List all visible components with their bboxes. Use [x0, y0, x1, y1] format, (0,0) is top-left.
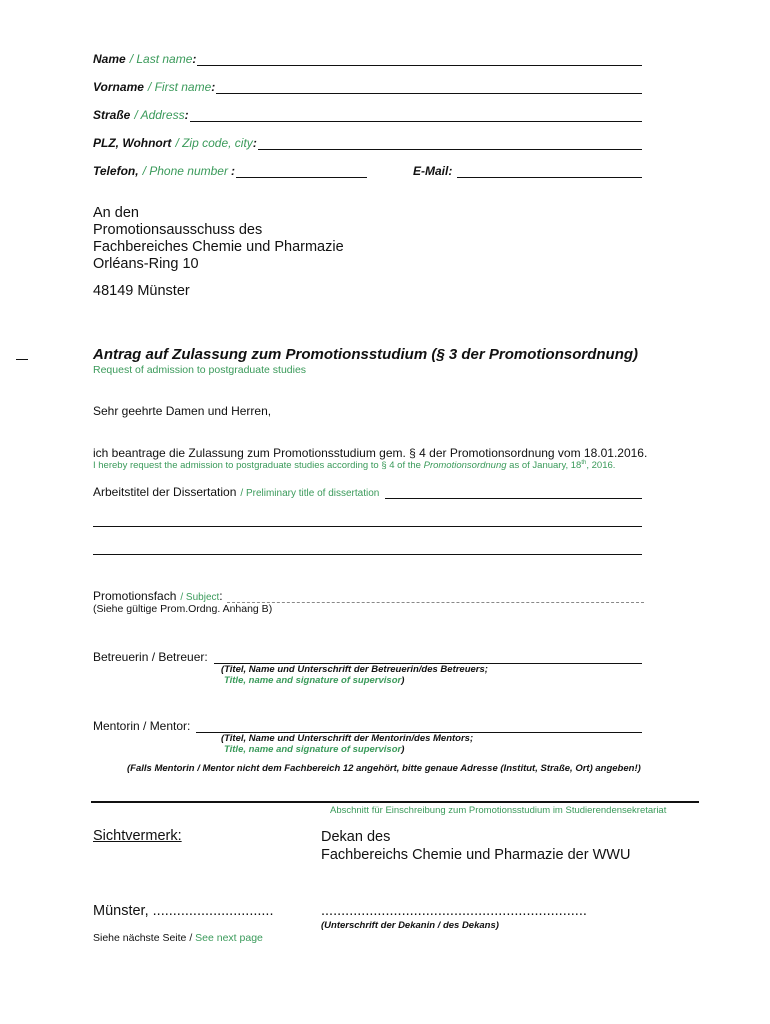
dissertation-line-3[interactable]: [93, 554, 642, 555]
next-page-de: Siehe nächste Seite /: [93, 932, 193, 944]
last-name-line[interactable]: [197, 52, 642, 66]
address-line-2: Promotionsausschuss des: [93, 222, 263, 238]
phone-line[interactable]: [236, 164, 367, 178]
greeting: Sehr geehrte Damen und Herren,: [93, 404, 272, 418]
form-title: Antrag auf Zulassung zum Promotionsstudium (§ 3 der Promotionsordnung): [93, 346, 639, 363]
form-title-en: Request of admission to postgraduate studies: [93, 364, 307, 376]
address-field[interactable]: Straße / Address :: [93, 108, 642, 122]
address-line-1: An den: [93, 205, 139, 221]
mentor-hint: (Titel, Name und Unterschrift der Mentorin/des Mentors;: [221, 733, 474, 744]
supervisor-hint: (Titel, Name und Unterschrift der Betreuerin/des Betreuers;: [221, 664, 488, 675]
dissertation-line-1[interactable]: [385, 486, 642, 499]
supervisor-hint-en-text: Title, name and signature of supervisor: [224, 675, 402, 686]
request-text-en: [93, 460, 615, 471]
supervisor-label: Betreuerin / Betreuer:: [93, 650, 208, 664]
section-caption: Abschnitt für Einschreibung zum Promotionsstudium im Studierendensekretariat: [330, 805, 667, 816]
first-name-line[interactable]: [216, 80, 642, 94]
request-en-part-b: Promotionsordnung: [423, 460, 507, 472]
fold-mark: [16, 359, 28, 360]
zip-city-label: PLZ, Wohnort: [93, 136, 172, 150]
dean-signature-line[interactable]: ..................................................................: [321, 903, 587, 919]
dean-block: [321, 828, 630, 864]
request-text: ich beantrage die Zulassung zum Promotionsstudium gem. § 4 der Promotionsordnung vom 18.01.2016.: [93, 446, 648, 460]
dissertation-label: Arbeitstitel der Dissertation: [93, 485, 237, 499]
subject-label: Promotionsfach: [93, 589, 177, 603]
zip-city-label-en: / Zip code, city: [175, 136, 253, 150]
last-name-label-en: / Last name: [129, 52, 193, 66]
place-date-field[interactable]: Münster, ..............................: [93, 903, 274, 919]
subject-note: (Siehe gültige Prom.Ordng. Anhang B): [93, 603, 273, 615]
dissertation-line-2[interactable]: [93, 526, 642, 527]
subject-colon: :: [219, 589, 223, 603]
mentor-hint-close: ): [401, 744, 405, 755]
next-page-note: [93, 932, 263, 944]
mentor-hint-en-text: Title, name and signature of supervisor: [224, 744, 402, 755]
subject-label-en: / Subject: [180, 592, 220, 603]
phone-label: Telefon,: [93, 164, 139, 178]
request-en-sup: th: [581, 460, 587, 466]
dissertation-field[interactable]: [93, 485, 642, 499]
address-line[interactable]: [190, 108, 642, 122]
dissertation-label-en: / Preliminary title of dissertation: [240, 488, 380, 499]
last-name-field[interactable]: Name / Last name :: [93, 52, 642, 66]
address-line-5: 48149 Münster: [93, 283, 190, 299]
dean-line-2: Fachbereichs Chemie und Pharmazie der WWU: [321, 847, 631, 863]
address-line-4: Orléans-Ring 10: [93, 256, 199, 272]
supervisor-signature-line[interactable]: [214, 651, 642, 664]
first-name-label: Vorname: [93, 80, 144, 94]
dean-line-1: Dekan des: [321, 829, 391, 845]
email-label: E-Mail:: [413, 164, 453, 178]
supervisor-hint-close: ): [401, 675, 405, 686]
email-field[interactable]: [413, 164, 642, 178]
subject-field[interactable]: [93, 589, 644, 603]
sichtvermerk-label: Sichtvermerk:: [93, 828, 182, 844]
section-divider: [91, 801, 699, 803]
address-label-en: / Address: [134, 108, 185, 122]
supervisor-hint-en: [224, 675, 404, 686]
address-line-3: Fachbereiches Chemie und Pharmazie: [93, 239, 344, 255]
subject-line[interactable]: [227, 591, 644, 603]
request-en-part-a: I hereby request the admission to postgraduate studies according to § 4 of the: [93, 460, 421, 472]
mentor-signature-line[interactable]: [196, 720, 642, 733]
mentor-field[interactable]: [93, 719, 642, 733]
next-page-en: See next page: [195, 932, 263, 944]
mentor-hint-en: [224, 744, 404, 755]
supervisor-field[interactable]: [93, 650, 642, 664]
address-label: Straße: [93, 108, 131, 122]
dean-signature-hint: (Unterschrift der Dekanin / des Dekans): [321, 920, 499, 931]
request-en-part-d: , 2016.: [586, 460, 616, 472]
phone-field[interactable]: Telefon, / Phone number :: [93, 164, 367, 178]
mentor-label: Mentorin / Mentor:: [93, 719, 191, 733]
zip-city-line[interactable]: [258, 136, 642, 150]
last-name-label: Name: [93, 52, 126, 66]
request-en-part-c: as of January, 18: [509, 460, 582, 472]
mentor-note: (Falls Mentorin / Mentor nicht dem Fachbereich 12 angehört, bitte genaue Adresse (Institut, Straße, Ort) angeben!): [127, 763, 641, 774]
email-line[interactable]: [457, 164, 642, 178]
recipient-address: [93, 205, 344, 300]
first-name-field[interactable]: Vorname / First name :: [93, 80, 642, 94]
first-name-label-en: / First name: [147, 80, 212, 94]
phone-label-en: / Phone number: [142, 164, 228, 178]
zip-city-field[interactable]: PLZ, Wohnort / Zip code, city :: [93, 136, 642, 150]
